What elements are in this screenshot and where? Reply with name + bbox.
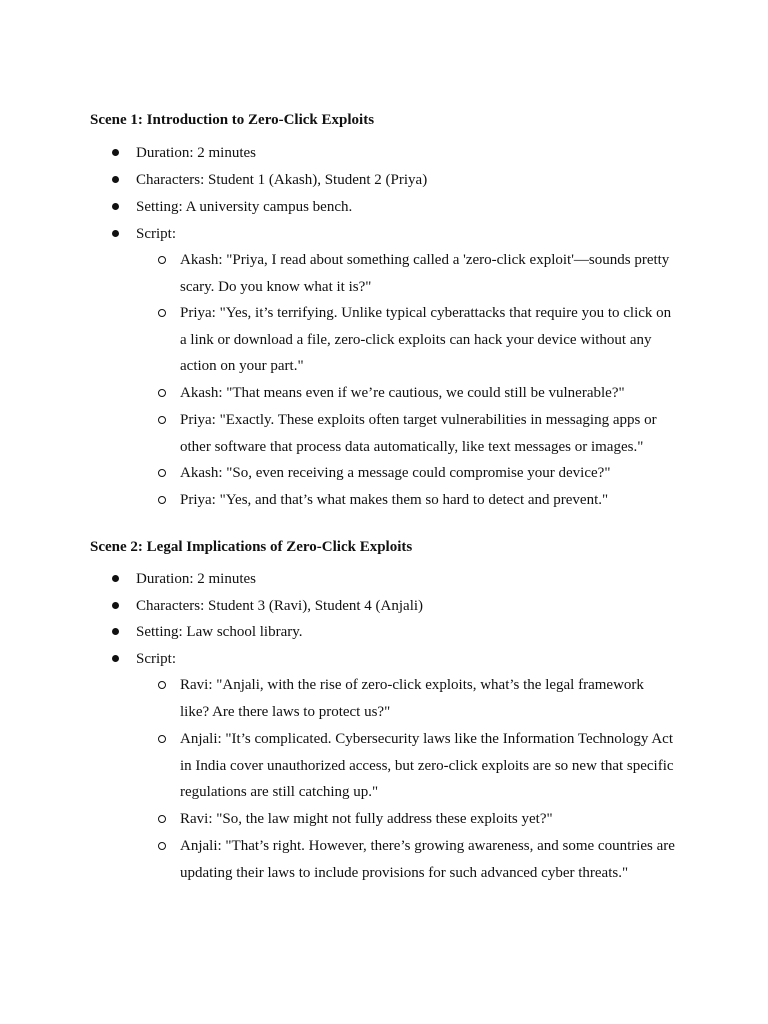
script-text: scary. Do you know what it is?"	[180, 278, 372, 295]
script-text: Priya: "Exactly. These exploits often target vulnerabilities in messaging apps or	[180, 412, 657, 428]
bullet-text: Script:	[136, 226, 176, 242]
script-text: Akash: "That means even if we’re cautious, we could still be vulnerable?"	[180, 385, 625, 401]
bullet-icon	[112, 602, 119, 609]
sub-bullet-icon	[158, 416, 166, 424]
bullet-icon	[112, 230, 119, 237]
sub-bullet-icon	[158, 389, 166, 397]
script-text: like? Are there laws to protect us?"	[180, 703, 391, 720]
bullet-text: Duration: 2 minutes	[136, 145, 256, 161]
script-text: Anjali: "It’s complicated. Cybersecurity laws like the Information Technology Act	[180, 731, 674, 747]
bullet-icon	[112, 655, 119, 662]
script-text: other software that process data automatically, like text messages or images."	[180, 438, 644, 455]
bullet-text: Duration: 2 minutes	[136, 571, 256, 587]
script-text: Priya: "Yes, it’s terrifying. Unlike typical cyberattacks that require you to click on	[180, 305, 672, 321]
script-text: Akash: "So, even receiving a message could compromise your device?"	[180, 465, 611, 481]
script-text: regulations are still catching up."	[180, 784, 379, 800]
scene-1-title: Scene 1: Introduction to Zero-Click Exploits	[90, 112, 375, 128]
script-text: Anjali: "That’s right. However, there’s growing awareness, and some countries are	[180, 838, 675, 854]
sub-bullet-icon	[158, 842, 166, 850]
script-text: Priya: "Yes, and that’s what makes them so hard to detect and prevent."	[180, 492, 609, 508]
sub-bullet-icon	[158, 815, 166, 823]
bullet-text: Characters: Student 3 (Ravi), Student 4 (Anjali)	[136, 598, 424, 614]
bullet-text: Setting: A university campus bench.	[136, 199, 353, 215]
bullet-icon	[112, 575, 119, 582]
sub-bullet-icon	[158, 735, 166, 743]
sub-bullet-icon	[158, 309, 166, 317]
bullet-icon	[112, 203, 119, 210]
script-text: Akash: "Priya, I read about something called a 'zero-click exploit'—sounds pretty	[180, 252, 670, 268]
script-text: a link or download a file, zero-click exploits can hack your device without any	[180, 331, 652, 348]
script-text: action on your part."	[180, 358, 304, 374]
bullet-text: Script:	[136, 651, 176, 667]
script-text: updating their laws to include provisions for such advanced cyber threats."	[180, 864, 629, 881]
bullet-text: Setting: Law school library.	[136, 624, 303, 640]
sub-bullet-icon	[158, 496, 166, 504]
bullet-icon	[112, 628, 119, 635]
bullet-icon	[112, 149, 119, 156]
sub-bullet-icon	[158, 469, 166, 477]
script-text: in India cover unauthorized access, but zero-click exploits are so new that specific	[180, 757, 674, 774]
script-text: Ravi: "Anjali, with the rise of zero-click exploits, what’s the legal framework	[180, 677, 644, 693]
bullet-icon	[112, 176, 119, 183]
scene-2-title: Scene 2: Legal Implications of Zero-Click Exploits	[90, 539, 413, 555]
sub-bullet-icon	[158, 681, 166, 689]
script-text: Ravi: "So, the law might not fully address these exploits yet?"	[180, 811, 553, 827]
sub-bullet-icon	[158, 256, 166, 264]
bullet-text: Characters: Student 1 (Akash), Student 2 (Priya)	[136, 172, 428, 188]
